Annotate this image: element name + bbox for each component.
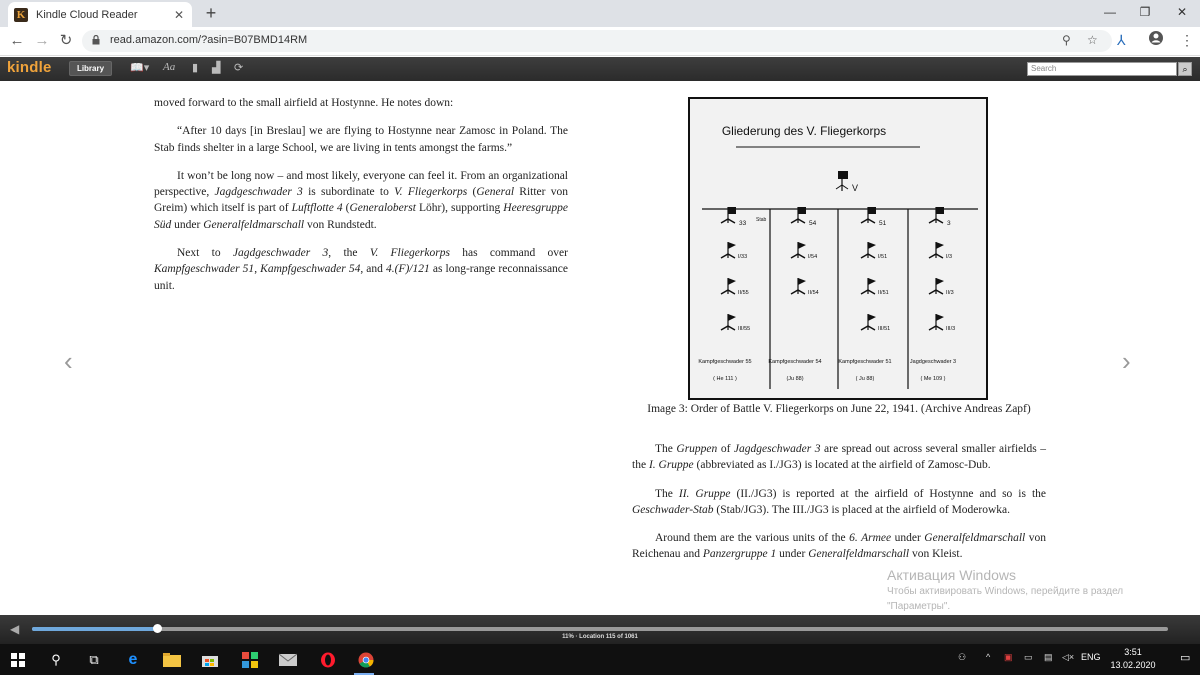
bookmark-star-icon[interactable]: ☆ <box>1087 33 1098 47</box>
gruppe-flag-icon <box>721 278 736 294</box>
task-view-icon[interactable]: ⧉ <box>89 652 99 667</box>
left-page <box>154 95 568 306</box>
geschwader-name: Kampfgeschwader 55 <box>698 359 752 365</box>
gruppe-label: I/54 <box>808 254 818 260</box>
progress-back-icon[interactable]: ◀ <box>10 622 20 636</box>
gruppe-flag-icon <box>721 314 736 330</box>
window-close-button[interactable]: ✕ <box>1176 5 1188 19</box>
gruppe-flag-icon <box>861 314 876 330</box>
unit-number: 3 <box>947 220 951 227</box>
mail-icon[interactable] <box>278 650 298 670</box>
app-icon[interactable] <box>240 650 260 670</box>
book-menu-icon[interactable]: 📖▾ <box>130 62 150 74</box>
geschwader-name: Kampfgeschwader 54 <box>768 359 822 365</box>
forward-button[interactable]: → <box>34 32 50 49</box>
library-button[interactable]: Library <box>69 61 112 76</box>
unit-number: 54 <box>809 220 817 227</box>
corps-flag-icon <box>836 171 848 191</box>
progress-fill <box>32 627 157 631</box>
volume-icon[interactable]: ◁× <box>1062 652 1075 662</box>
paragraph: moved forward to the small airfield at Hostynne. He notes down: <box>154 97 454 109</box>
kindle-toolbar <box>0 57 1200 81</box>
browser-tab-strip <box>0 0 1200 27</box>
language-indicator[interactable]: ENG <box>1081 652 1101 662</box>
gruppe-label: II/55 <box>738 290 749 296</box>
file-explorer-icon[interactable] <box>162 650 182 670</box>
store-icon[interactable] <box>200 650 220 670</box>
gruppe-label: II/54 <box>808 290 819 296</box>
aircraft-type: ( Ju 88) <box>855 376 875 382</box>
gruppe-flag-icon <box>861 278 876 294</box>
gruppe-label: I/33 <box>738 254 748 260</box>
back-button[interactable]: ← <box>9 32 25 49</box>
gruppe-label: III/3 <box>946 326 956 332</box>
gruppe-label: III/55 <box>738 326 751 332</box>
previous-page-button[interactable]: ‹ <box>64 346 73 376</box>
windows-activation-watermark: Активация Windows <box>887 567 1017 583</box>
chrome-icon[interactable] <box>356 650 376 670</box>
paragraph: The Gruppen of Jagdgeschwader 3 are spread out across several smaller airfields – the I. Gruppe (abbreviated as I./JG3) is located at the airfield of Zamosc-Dub. <box>632 443 1046 472</box>
minimize-button[interactable]: — <box>1104 5 1116 19</box>
windows-activation-text: Чтобы активировать Windows, перейдите в раздел <box>887 586 1124 597</box>
gruppe-flag-icon <box>929 242 944 258</box>
geschwader-name: Kampfgeschwader 51 <box>838 359 892 365</box>
location-label: 11% · Location 115 of 1061 <box>562 634 638 640</box>
menu-kebab-icon[interactable]: ⋮ <box>1180 32 1194 48</box>
gruppe-flag-icon <box>929 278 944 294</box>
people-icon[interactable]: ⚇ <box>958 652 967 662</box>
security-icon[interactable]: ▣ <box>1004 652 1013 662</box>
gruppe-label: I/51 <box>878 254 888 260</box>
address-bar[interactable] <box>82 30 1112 52</box>
corps-label: V <box>852 183 859 193</box>
search-icon[interactable]: ⚲ <box>51 652 61 667</box>
gruppe-flag-icon <box>861 242 876 258</box>
system-clock[interactable] <box>1107 646 1159 672</box>
font-settings-button[interactable]: Aa <box>163 61 176 73</box>
progress-slider[interactable] <box>32 627 1168 631</box>
aircraft-type: ( Me 109 ) <box>920 376 946 382</box>
kindle-favicon-icon: K <box>14 8 28 22</box>
paragraph: “After 10 days [in Breslau] we are flying to Hostynne near Zamosc in Poland. The Stab finds shelter in a large School, we are living in tents amongst the farms.” <box>154 125 568 154</box>
order-of-battle-diagram <box>690 99 986 398</box>
bookmark-icon[interactable]: ▮ <box>192 62 199 74</box>
reload-button[interactable]: ↻ <box>59 32 73 49</box>
gruppe-flag-icon <box>791 242 806 258</box>
unit-number: 33 <box>739 220 747 227</box>
gruppe-label: I/3 <box>946 254 953 260</box>
extension-icon[interactable]: ⅄ <box>1117 32 1126 48</box>
right-page <box>632 441 1046 575</box>
aircraft-type: ( He 111 ) <box>713 376 737 382</box>
notes-icon[interactable]: ▟ <box>212 62 221 74</box>
unit-number: 51 <box>879 220 887 227</box>
profile-avatar[interactable] <box>1148 30 1164 49</box>
progress-knob[interactable] <box>153 624 162 633</box>
chevron-up-icon[interactable]: ^ <box>986 652 991 662</box>
lock-icon <box>92 35 100 45</box>
figure-heading: Gliederung des V. Fliegerkorps <box>721 124 887 138</box>
gruppe-flag-icon <box>721 242 736 258</box>
app-tray-icon[interactable]: ▭ <box>1024 652 1033 662</box>
order-of-battle-image <box>688 97 988 400</box>
paragraph: It won’t be long now – and most likely, everyone can feel it. From an organizational perspective, Jagdgeschwader 3 is subordinate to V. Fliegerkorps (General Ritter von Greim) which itself is part of Luftflotte 4 (Generaloberst Löhr), supporting Heeresgruppe Süd under Generalfeldmarschall von Rundstedt. <box>154 169 568 231</box>
figure-caption: Image 3: Order of Battle V. Fliegerkorps on June 22, 1941. (Archive Andreas Zapf) <box>647 403 1031 415</box>
reader-area <box>0 81 1200 615</box>
new-tab-button[interactable]: + <box>205 3 217 23</box>
paragraph: The II. Gruppe (II./JG3) is reported at the airfield of Hostynne and so is the Geschwader-Stab (Stab/JG3). The III./JG3 is placed at the airfield of Moderowka. <box>632 487 1046 516</box>
browser-toolbar <box>0 27 1200 56</box>
gruppe-flag-icon <box>791 278 806 294</box>
gruppe-label: II/3 <box>946 290 954 296</box>
windows-start-icon[interactable] <box>8 650 28 670</box>
url-text: read.amazon.com/?asin=B07BMD14RM <box>110 34 308 46</box>
kindle-logo[interactable]: kindle <box>7 59 52 76</box>
search-icon[interactable]: ⌕ <box>1178 62 1192 76</box>
windows-taskbar <box>0 644 1200 675</box>
browser-tab[interactable] <box>8 2 192 27</box>
next-page-button[interactable]: › <box>1122 346 1131 376</box>
clock-date: 13.02.2020 <box>1110 660 1156 670</box>
unit-tag: Stab <box>756 217 767 223</box>
windows-activation-text: "Параметры". <box>887 601 951 612</box>
gruppe-label: II/51 <box>878 290 889 296</box>
opera-icon[interactable] <box>318 650 338 670</box>
paragraph: Around them are the various units of the 6. Armee under Generalfeldmarschall von Reichenau and Panzergruppe 1 under Generalfeldmarschall von Kleist. <box>632 532 1046 561</box>
network-icon[interactable]: ▤ <box>1044 652 1053 662</box>
paragraph: Next to Jagdgeschwader 3, the V. Fliegerkorps has command over Kampfgeschwader 51, Kampfgeschwader 54, and 4.(F)/121 as long-range reconnaissance unit. <box>154 247 569 292</box>
maximize-button[interactable]: ❐ <box>1139 5 1151 19</box>
aircraft-type: (Ju 88) <box>786 376 804 382</box>
tab-title: Kindle Cloud Reader <box>36 8 138 21</box>
tab-close-icon[interactable]: ✕ <box>173 7 185 22</box>
clock-time: 3:51 <box>1124 647 1142 657</box>
reading-progress-bar <box>0 615 1200 644</box>
edge-icon[interactable]: e <box>128 651 138 668</box>
notifications-icon[interactable]: ▭ <box>1180 652 1191 664</box>
gruppe-flag-icon <box>929 314 944 330</box>
sync-icon[interactable]: ⟳ <box>234 62 244 74</box>
zoom-search-icon[interactable]: ⚲ <box>1062 33 1071 47</box>
geschwader-name: Jagdgeschwader 3 <box>909 359 957 365</box>
kindle-search-input[interactable]: Search <box>1027 62 1177 76</box>
gruppe-label: III/51 <box>878 326 891 332</box>
